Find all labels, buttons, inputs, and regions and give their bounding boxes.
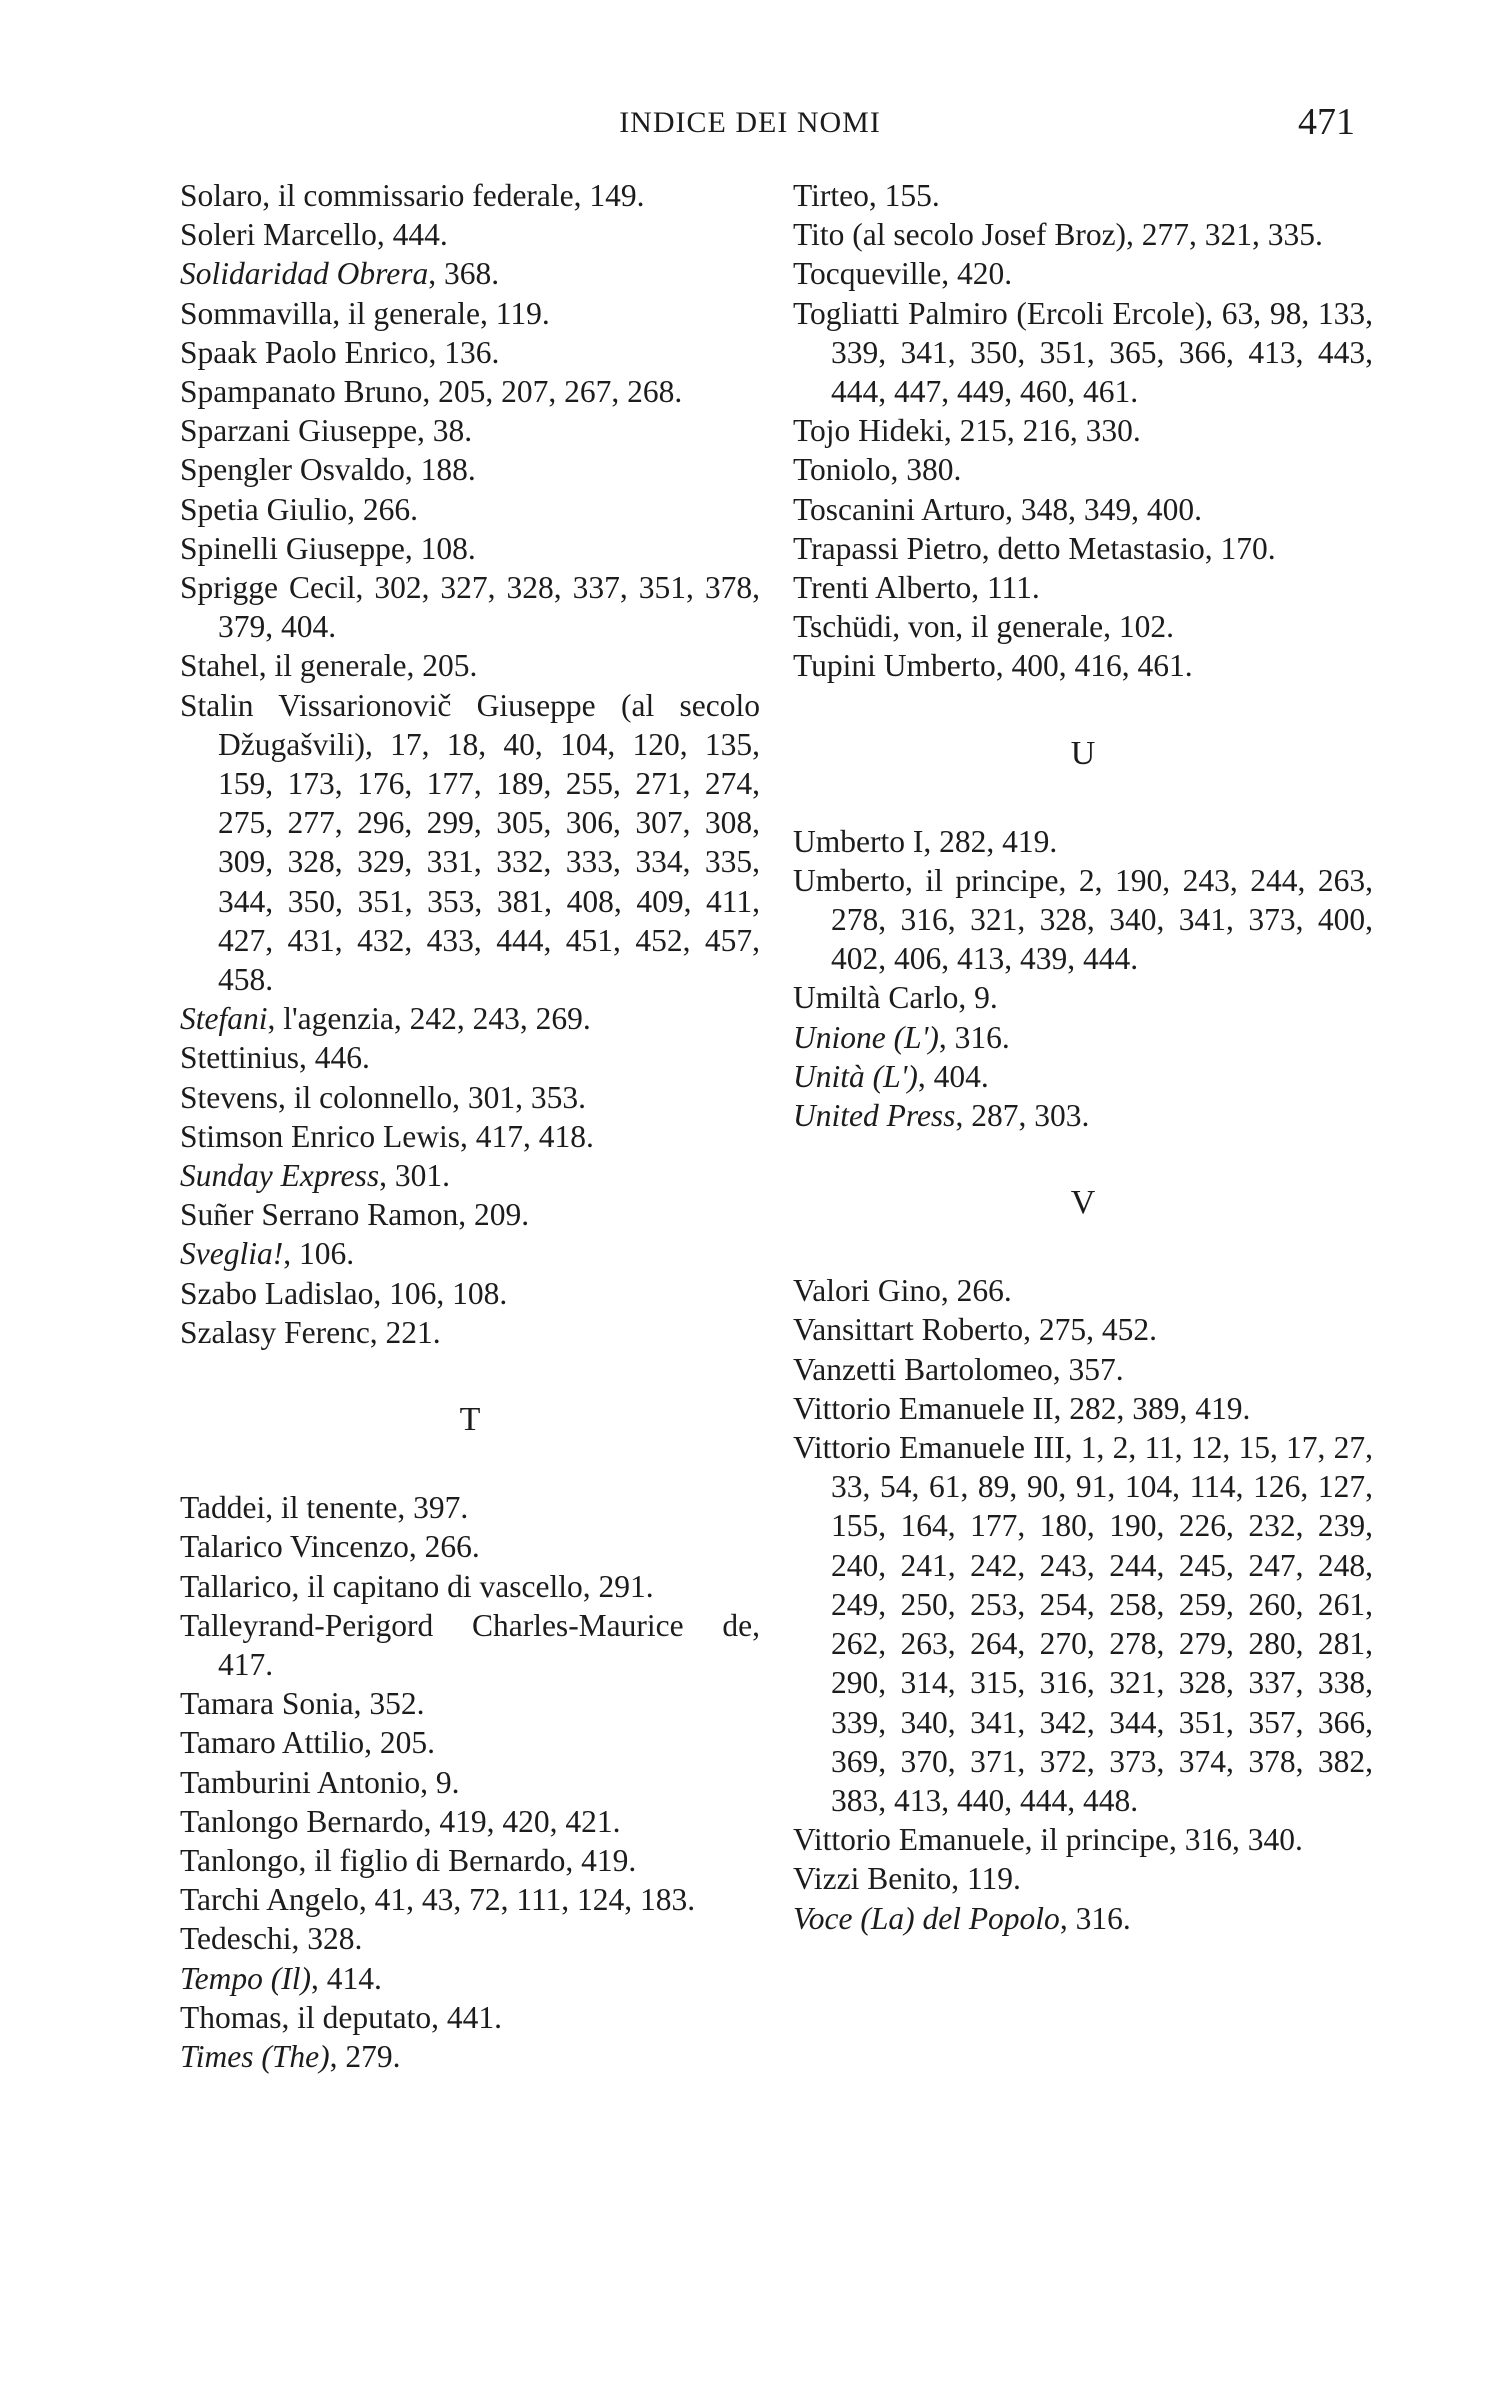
index-entry: Vansittart Roberto, 275, 452. [793, 1312, 1157, 1348]
index-entry-title: Unità (L') [793, 1058, 918, 1094]
index-entry-title: Unione (L') [793, 1019, 939, 1055]
index-entry [793, 1899, 1373, 1938]
index-entry-title: Tempo (Il) [180, 1960, 311, 1996]
running-header: INDICE DEI NOMI [619, 106, 881, 139]
index-entry: Tupini Umberto, 400, 416, 461. [793, 648, 1193, 684]
index-entry [793, 1018, 1373, 1057]
index-entry [793, 1096, 1373, 1135]
index-entry-title: Voce (La) del Popolo [793, 1900, 1060, 1936]
index-entry: Tallarico, il capitano di vascello, 291. [180, 1568, 654, 1604]
index-entry-title: Stefani [180, 1001, 268, 1037]
index-entry: Vittorio Emanuele III, 1, 2, 11, 12, 15, 17, 27, 33, 54, 61, 89, 90, 91, 104, 114, 126, 127, 155, 164, 177, 180, 190, 226, 232, 239, 240, 241, 242, 243, 244, 245, 247, 248, 249, 250, 253, 254, 258, 259, 260, 261, 262, 263, 264, 270, 278, 279, 280, 281, 290, 314, 315, 316, 321, 328, 337, 338, 339, 340, 341, 342, 344, 351, 357, 366, 369, 370, 371, 372, 373, 374, 378, 382, 383, 413, 440, 444, 448. [793, 1430, 1373, 1818]
index-entry-title: Sunday Express [180, 1158, 380, 1194]
index-section-t-cont [793, 176, 1373, 686]
index-entry: Szalasy Ferenc, 221. [180, 1314, 441, 1350]
index-entry: Valori Gino, 266. [793, 1273, 1012, 1309]
index-entry: Solaro, il commissario federale, 149. [180, 178, 645, 213]
index-entry-title: Sveglia! [180, 1236, 284, 1272]
index-entry: Tito (al secolo Josef Broz), 277, 321, 335. [793, 217, 1323, 253]
index-entry-pages: , 287, 303. [955, 1098, 1090, 1134]
index-entry: Umberto, il principe, 2, 190, 243, 244, 263, 278, 316, 321, 328, 340, 341, 373, 400, 402, 406, 413, 439, 444. [793, 862, 1373, 977]
index-entry [180, 1234, 760, 1273]
index-entry: Sprigge Cecil, 302, 327, 328, 337, 351, 378, 379, 404. [180, 570, 760, 645]
index-entry: Sparzani Giuseppe, 38. [180, 413, 473, 449]
index-entry: Tamara Sonia, 352. [180, 1686, 425, 1722]
index-entry: Toscanini Arturo, 348, 349, 400. [793, 491, 1203, 527]
index-entry: Szabo Ladislao, 106, 108. [180, 1275, 508, 1311]
index-entry [180, 999, 760, 1038]
index-entry [180, 1959, 760, 1998]
index-entry-pages: , l'agenzia, 242, 243, 269. [267, 1001, 591, 1037]
index-entry: Talleyrand-Perigord Charles-Maurice de, 417. [180, 1607, 760, 1682]
index-entry-pages: , 106. [283, 1236, 355, 1272]
index-entry: Umberto I, 282, 419. [793, 823, 1058, 859]
index-entry: Tamburini Antonio, 9. [180, 1764, 460, 1800]
index-section-t [180, 1488, 760, 2076]
index-entry: Stettinius, 446. [180, 1040, 370, 1076]
index-entry: Suñer Serrano Ramon, 209. [180, 1197, 530, 1233]
index-column-right [793, 176, 1373, 1938]
page-number: 471 [1298, 101, 1355, 143]
index-entry: Tirteo, 155. [793, 178, 940, 213]
index-entry-title: Times (The) [180, 2038, 330, 2074]
index-entry-pages: , 414. [310, 1960, 382, 1996]
index-entry: Stimson Enrico Lewis, 417, 418. [180, 1118, 594, 1154]
index-entry: Togliatti Palmiro (Ercoli Ercole), 63, 98, 133, 339, 341, 350, 351, 365, 366, 413, 443, 444, 447, 449, 460, 461. [793, 295, 1373, 410]
index-section-s [180, 176, 760, 1352]
index-entry: Umiltà Carlo, 9. [793, 980, 998, 1016]
section-heading-v: V [1070, 1184, 1096, 1222]
index-entry: Taddei, il tenente, 397. [180, 1490, 469, 1526]
index-entry: Tojo Hideki, 215, 216, 330. [793, 413, 1141, 449]
index-section-v [793, 1271, 1373, 1937]
index-entry: Trapassi Pietro, detto Metastasio, 170. [793, 530, 1276, 566]
index-entry: Vittorio Emanuele, il principe, 316, 340. [793, 1822, 1303, 1858]
index-entry [180, 2037, 760, 2076]
index-entry: Talarico Vincenzo, 266. [180, 1529, 480, 1565]
index-entry: Tschüdi, von, il generale, 102. [793, 609, 1174, 645]
index-entry: Toniolo, 380. [793, 452, 962, 488]
index-entry-title: Solidaridad Obrera [180, 256, 429, 292]
index-entry: Vittorio Emanuele II, 282, 389, 419. [793, 1390, 1251, 1426]
index-entry-pages: , 301. [379, 1158, 451, 1194]
index-entry: Tocqueville, 420. [793, 256, 1013, 292]
index-entry: Spinelli Giuseppe, 108. [180, 530, 476, 566]
index-column-left [180, 176, 760, 2076]
index-entry-pages: , 368. [428, 256, 500, 292]
index-entry: Soleri Marcello, 444. [180, 217, 448, 253]
index-entry: Stahel, il generale, 205. [180, 648, 478, 684]
index-entry: Tanlongo, il figlio di Bernardo, 419. [180, 1842, 637, 1878]
index-entry: Tamaro Attilio, 205. [180, 1725, 436, 1761]
index-entry: Spaak Paolo Enrico, 136. [180, 334, 500, 370]
index-entry: Vanzetti Bartolomeo, 357. [793, 1351, 1124, 1387]
index-entry [180, 254, 760, 293]
index-entry-pages: , 279. [329, 2038, 401, 2074]
index-entry: Tedeschi, 328. [180, 1921, 363, 1957]
index-entry-title: United Press [793, 1098, 956, 1134]
index-entry [793, 1057, 1373, 1096]
index-entry-pages: , 316. [1059, 1900, 1131, 1936]
index-entry: Sommavilla, il generale, 119. [180, 295, 550, 331]
index-entry: Vizzi Benito, 119. [793, 1861, 1021, 1897]
index-entry: Thomas, il deputato, 441. [180, 1999, 502, 2035]
section-heading-t: T [459, 1401, 481, 1439]
index-entry: Spetia Giulio, 266. [180, 491, 418, 527]
index-entry: Tanlongo Bernardo, 419, 420, 421. [180, 1803, 621, 1839]
index-entry-pages: , 404. [917, 1058, 989, 1094]
index-entry: Trenti Alberto, 111. [793, 570, 1040, 606]
index-entry: Stalin Vissarionovič Giuseppe (al secolo Džugašvili), 17, 18, 40, 104, 120, 135, 159, 173, 176, 177, 189, 255, 271, 274, 275, 277, 296, 299, 305, 306, 307, 308, 309, 328, 329, 331, 332, 333, 334, 335, 344, 350, 351, 353, 381, 408, 409, 411, 427, 431, 432, 433, 444, 451, 452, 457, 458. [180, 687, 760, 998]
index-entry: Tarchi Angelo, 41, 43, 72, 111, 124, 183. [180, 1882, 696, 1918]
index-entry: Stevens, il colonnello, 301, 353. [180, 1079, 586, 1115]
section-heading-u: U [1070, 734, 1096, 772]
index-entry-pages: , 316. [938, 1019, 1010, 1055]
index-entry: Spengler Osvaldo, 188. [180, 452, 476, 488]
index-entry [180, 1156, 760, 1195]
index-entry: Spampanato Bruno, 205, 207, 267, 268. [180, 374, 683, 410]
index-section-u [793, 822, 1373, 1136]
